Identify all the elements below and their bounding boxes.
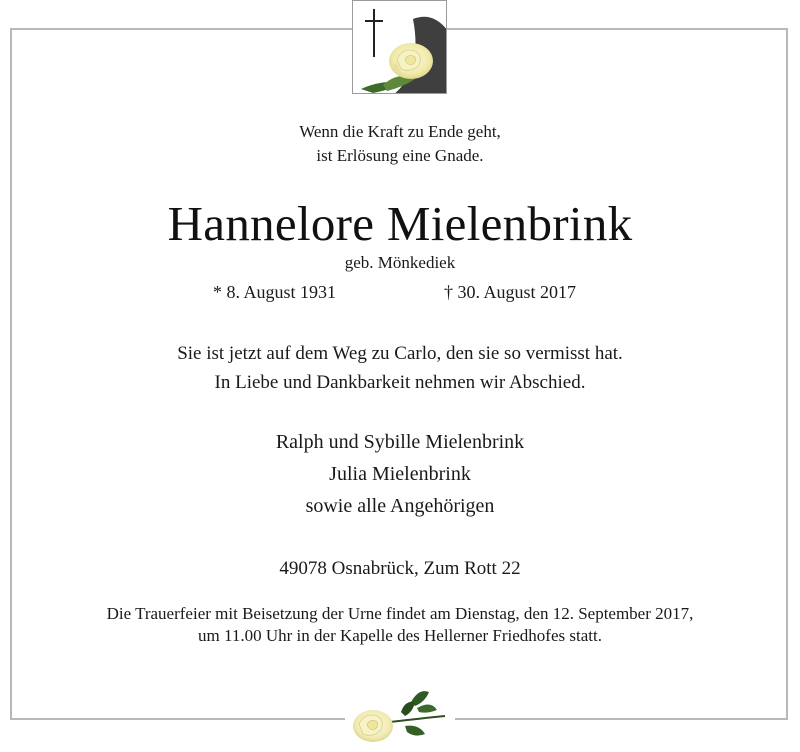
mourners-list [0,426,800,522]
mourner-3: sowie alle Angehörigen [305,495,495,517]
maiden-name: geb. Mönkediek [344,253,456,272]
service-line-2: um 11.00 Uhr in der Kapelle des Hellerner Friedhofes statt. [198,626,602,645]
motto [0,120,800,168]
motto-line-1: Wenn die Kraft zu Ende geht, [299,122,501,141]
funeral-service-info [0,603,800,647]
mourner-1: Ralph und Sybille Mielenbrink [275,431,525,453]
death-date: † 30. August 2017 [444,282,577,302]
deceased-name: Hannelore Mielenbrink [167,196,633,251]
motto-line-2: ist Erlösung eine Gnade. [316,146,484,165]
birth-date: * 8. August 1931 [213,282,337,302]
rose-icon [345,682,455,747]
cross-and-rose-icon [352,0,447,94]
message-line-1: Sie ist jetzt auf dem Weg zu Carlo, den sie so vermisst hat. [177,343,623,364]
service-line-1: Die Trauerfeier mit Beisetzung der Urne findet am Dienstag, den 12. September 2017, [106,604,694,623]
farewell-message [0,339,800,397]
message-line-2: In Liebe und Dankbarkeit nehmen wir Abschied. [214,372,586,393]
family-address: 49078 Osnabrück, Zum Rott 22 [279,558,521,579]
mourner-2: Julia Mielenbrink [329,463,471,485]
